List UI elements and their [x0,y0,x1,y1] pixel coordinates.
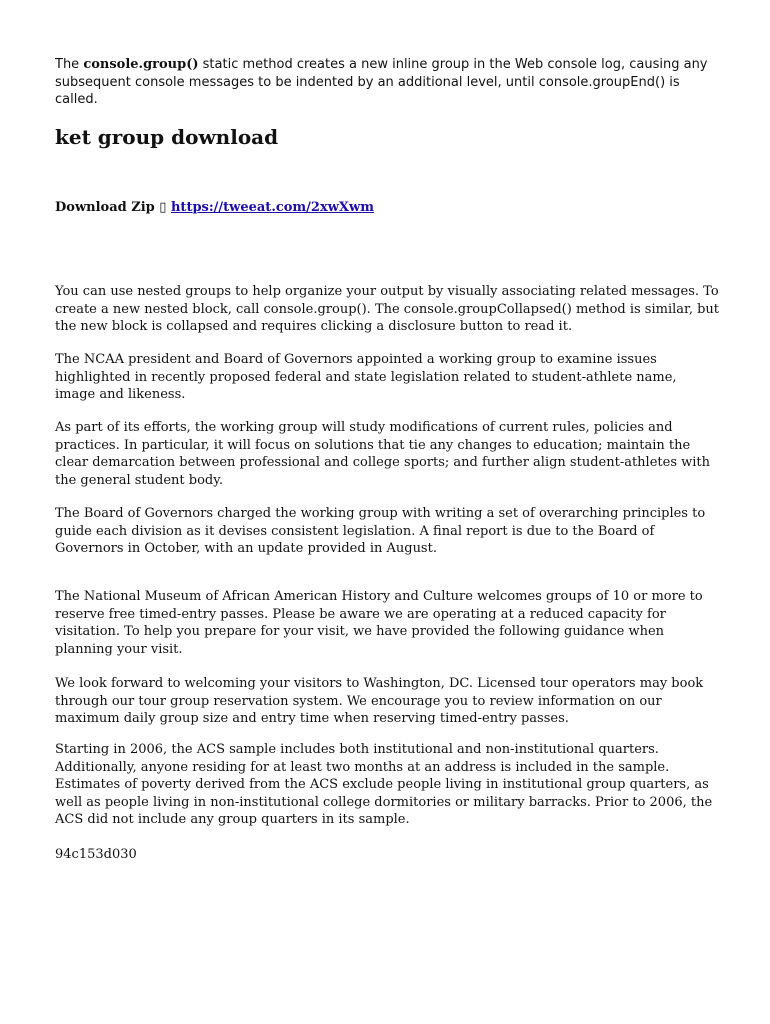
paragraph-museum: The National Museum of African American History and Culture welcomes groups of 10 or more to reserve free timed-entry passes. Please be aware we are operating at a reduced capacity for visitation. To help you prepare for your visit, we have provided the following guidance when planning your visit. [55,589,703,657]
page-title: ket group download [55,125,279,149]
footer-code: 94c153d030 [55,847,137,862]
download-link[interactable]: https://tweeat.com/2xwXwm [170,200,374,215]
paragraph-acs: Starting in 2006, the ACS sample includes both institutional and non-institutional quarters. Additionally, anyone residing for at least two months at an address is included in the sample. Estimates of poverty derived from the ACS exclude people living in institutional group quarters, as well as people living in non-institutional college dormitories or military barracks. Prior to 2006, the ACS did not include any group quarters in its sample. [55,742,713,828]
paragraph-ncaa: The NCAA president and Board of Governors appointed a working group to examine issues highlighted in recently proposed federal and state legislation related to student-athlete name, image and likeness. [55,352,677,403]
download-label: Download Zip [55,200,155,215]
intro-text: static method creates a new inline group in the Web console log, causing any subsequent console messages to be indented by an additional level, until console.groupEnd() is called. [55,57,708,108]
intro-lead: The [55,57,84,72]
paragraph-board: The Board of Governors charged the working group with writing a set of overarching principles to guide each division as it devises consistent legislation. A final report is due to the Board of Governors in October, with an update provided in August. [55,506,706,557]
paragraph-tour: We look forward to welcoming your visitors to Washington, DC. Licensed tour operators may book through our tour group reservation system. We encourage you to review information on our maximum daily group size and entry time when reserving timed-entry passes. [55,676,704,727]
download-glyph: ▯ [159,200,167,215]
intro-paragraph [55,56,720,109]
paragraph-nested-groups: You can use nested groups to help organize your output by visually associating related messages. To create a new nested block, call console.group(). The console.groupCollapsed() method is similar, but the new block is collapsed and requires clicking a disclosure button to read it. [55,284,720,335]
paragraph-efforts: As part of its efforts, the working group will study modifications of current rules, policies and practices. In particular, it will focus on solutions that tie any changes to education; maintain the clear demarcation between professional and college sports; and further align student-athletes with the general student body. [55,420,711,488]
download-line [55,199,720,217]
intro-term: console.group() [83,57,199,72]
